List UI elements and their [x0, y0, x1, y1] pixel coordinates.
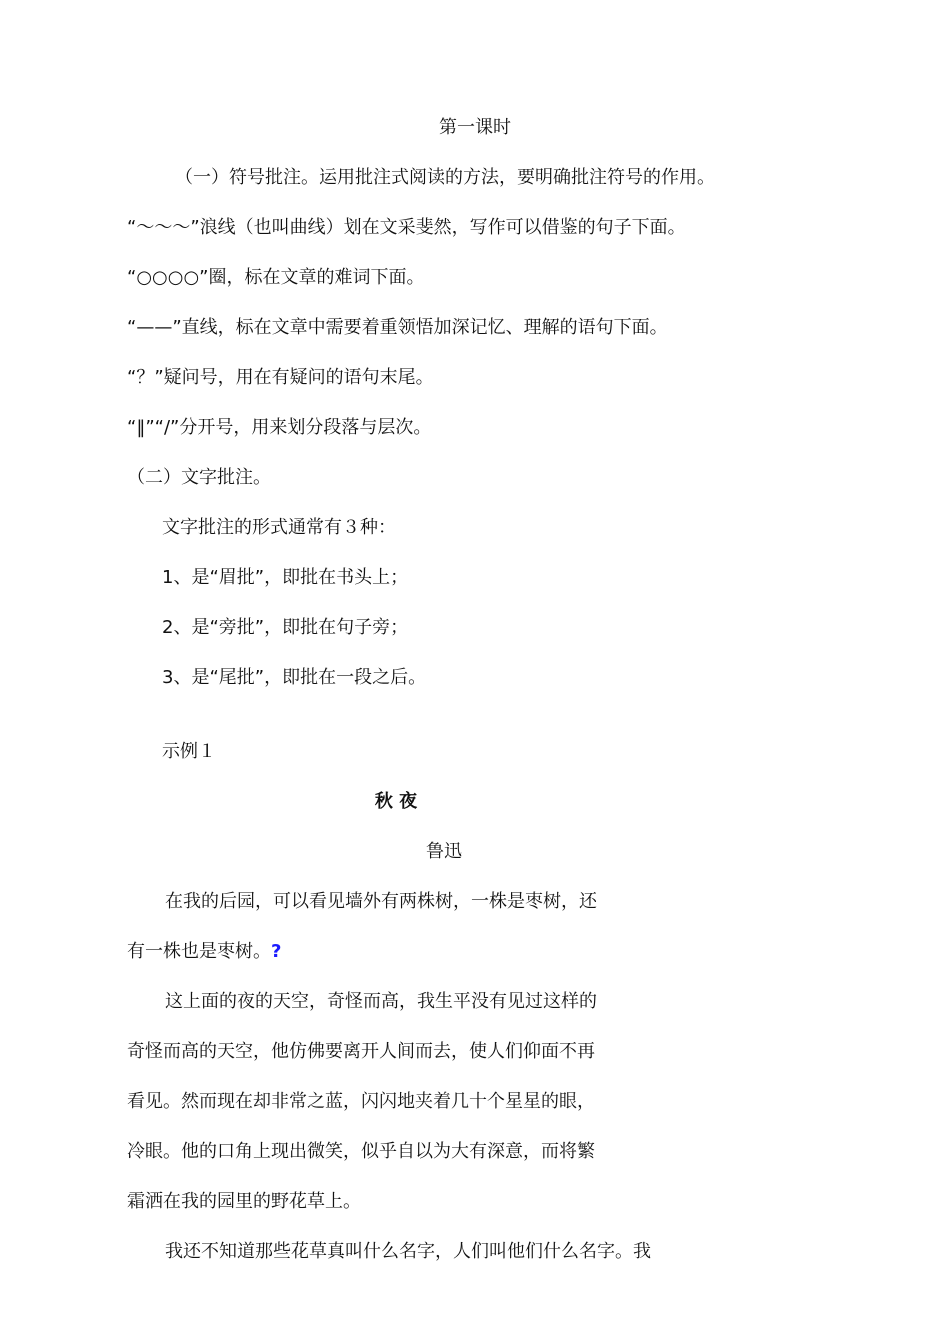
symbol-circle: “○○○○”圈，标在文章的难词下面。: [127, 267, 425, 288]
symbol-straight-line: “——”直线，标在文章中需要着重领悟加深记忆、理解的语句下面。: [127, 317, 668, 338]
paragraph2-line2: 奇怪而高的天空，他仿佛要离开人间而去，使人们仰面不再: [127, 1041, 595, 1062]
list-item-eyebrow-note: 1、是“眉批”，即批在书头上；: [162, 567, 409, 588]
symbol-separator: “‖”“/”分开号，用来划分段落与层次。: [127, 417, 432, 438]
list-item-end-note: 3、是“尾批”，即批在一段之后。: [162, 667, 427, 688]
essay-title: 秋 夜: [374, 791, 418, 812]
section2-heading: （二）文字批注。: [127, 467, 271, 488]
paragraph2-line3: 看见。然而现在却非常之蓝，闪闪地夹着几十个星星的眼，: [127, 1091, 595, 1112]
paragraph1-line2: 有一株也是枣树。?: [127, 941, 282, 962]
paragraph2-line4: 冷眼。他的口角上现出微笑，似乎自以为大有深意，而将繁: [127, 1141, 595, 1162]
essay-author: 鲁迅: [426, 841, 462, 862]
paragraph2-line1: 这上面的夜的天空，奇怪而高，我生平没有见过这样的: [165, 991, 597, 1012]
section2-intro: 文字批注的形式通常有３种：: [162, 517, 396, 538]
paragraph2-line5: 霜洒在我的园里的野花草上。: [127, 1191, 361, 1212]
question-annotation: ?: [271, 941, 282, 962]
lesson-title: 第一课时: [439, 117, 511, 138]
paragraph1-line1: 在我的后园，可以看见墙外有两株树，一株是枣树，还: [165, 891, 597, 912]
example-label: 示例１: [162, 741, 216, 762]
symbol-wavy-line: “～～～”浪线（也叫曲线）划在文采斐然，写作可以借鉴的句子下面。: [127, 217, 686, 238]
section1-heading: （一）符号批注。运用批注式阅读的方法，要明确批注符号的作用。: [175, 167, 715, 188]
list-item-side-note: 2、是“旁批”，即批在句子旁；: [162, 617, 409, 638]
paragraph3-line1: 我还不知道那些花草真叫什么名字，人们叫他们什么名字。我: [165, 1241, 651, 1262]
symbol-question-mark: “？”疑问号，用在有疑问的语句末尾。: [127, 367, 434, 388]
